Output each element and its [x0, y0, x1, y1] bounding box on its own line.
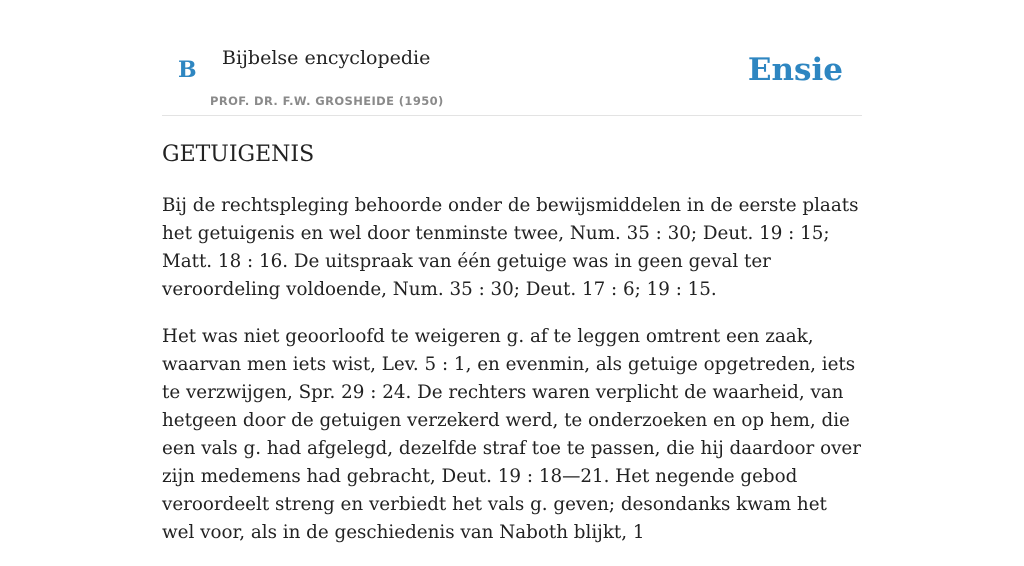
- author-line: PROF. DR. F.W. GROSHEIDE (1950): [210, 94, 444, 108]
- site-header: [162, 0, 862, 116]
- book-title-link[interactable]: Bijbelse encyclopedie: [222, 47, 431, 69]
- article-content: [162, 138, 862, 566]
- brand-logo-link[interactable]: Ensie: [747, 52, 843, 88]
- entry-title: GETUIGENIS: [162, 142, 315, 167]
- article-paragraph: Het was niet geoorloofd te weigeren g. af te leggen omtrent een zaak, waarvan men iets wist, Lev. 5 : 1, en evenmin, als getuige opgetreden, iets te verzwijgen, Spr. 29 : 24. De rechters waren verplicht de waarheid, van hetgeen door de getuigen verzekerd werd, te onderzoeken en op hem, die een vals g. had afgelegd, dezelfde straf toe te passen, die hij daardoor over zijn medemens had gebracht, Deut. 19 : 18—21. Het negende gebod veroordeelt streng en verbiedt het vals g. geven; desondanks kwam het wel voor, als in de geschiedenis van Naboth blijkt, 1: [162, 326, 861, 543]
- book-letter-link[interactable]: B: [178, 57, 197, 83]
- article-paragraph: Bij de rechtspleging behoorde onder de bewijsmiddelen in de eerste plaats het getuigenis en wel door tenminste twee, Num. 35 : 30; Deut. 19 : 15; Matt. 18 : 16. De uitspraak van één getuige was in geen geval ter veroordeling voldoende, Num. 35 : 30; Deut. 17 : 6; 19 : 15.: [162, 195, 859, 300]
